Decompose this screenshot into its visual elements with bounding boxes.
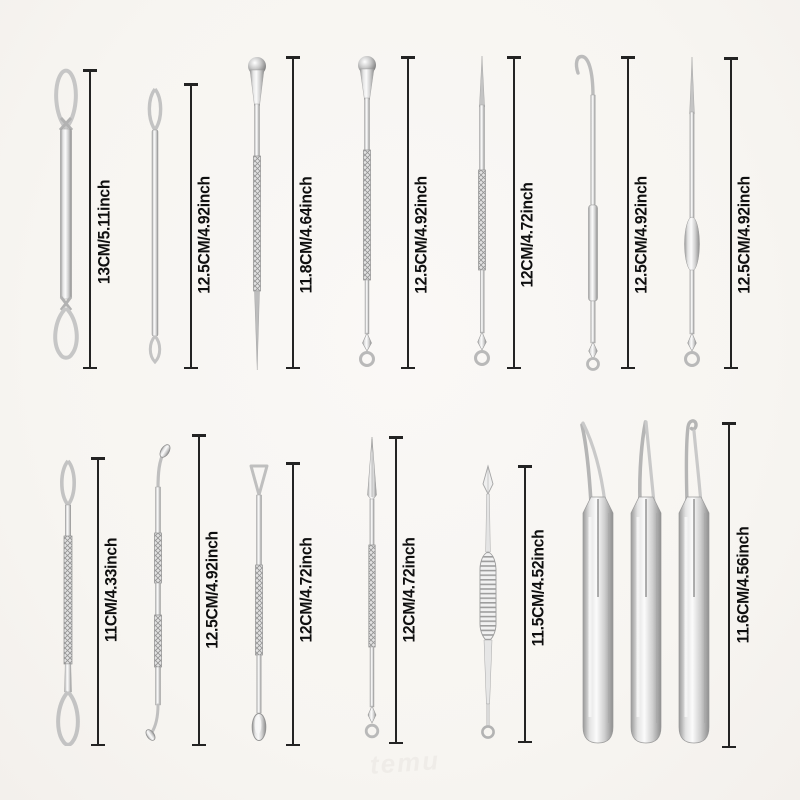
tool-image-hook-tip-loop <box>572 53 612 371</box>
tool-image-tweezer-curved-tip <box>672 417 716 745</box>
measurement-label: 12CM/4.72inch <box>296 537 316 643</box>
tool-image-needle-tip-loop <box>466 55 498 369</box>
tool-image-tweezer-straight-tip <box>624 417 668 745</box>
tool-image-double-loop-extractor <box>48 68 84 360</box>
measurement-label: 12.5CM/4.92inch <box>194 176 214 294</box>
measurement-label: 12.5CM/4.92inch <box>202 531 222 649</box>
measurement-label: 11.5CM/4.52inch <box>528 529 548 647</box>
measure-line <box>292 57 294 368</box>
tool-image-needle-oval-handle <box>676 56 708 370</box>
measure-line <box>292 463 294 745</box>
tool-image-tweezer-angled-tip <box>576 417 620 745</box>
measurement-label: 12.5CM/4.92inch <box>734 176 754 294</box>
watermark: temu <box>368 745 441 780</box>
tool-image-small-loop-extractor <box>140 86 170 364</box>
tool-image-double-curette <box>138 443 178 745</box>
measurement-label: 11.6CM/4.56inch <box>733 526 753 644</box>
measurement-label: 12.5CM/4.92inch <box>411 176 431 294</box>
tool-image-lance-tip-loop <box>356 435 388 743</box>
measurement-label: 12CM/4.72inch <box>517 182 537 288</box>
tool-image-ball-head-needle <box>240 56 274 372</box>
measure-line <box>407 57 409 368</box>
tool-image-loop-and-spoon <box>50 458 86 746</box>
measure-line <box>627 57 629 368</box>
measure-line <box>190 84 192 368</box>
measure-line <box>198 435 200 745</box>
measurement-label: 11CM/4.33inch <box>101 537 121 643</box>
measurement-label: 12.5CM/4.92inch <box>631 176 651 294</box>
measurement-label: 12CM/4.72inch <box>399 537 419 643</box>
tool-image-triangle-loop-spoon <box>242 463 276 747</box>
measure-line <box>89 70 91 368</box>
measure-line <box>97 458 99 745</box>
measure-line <box>395 437 397 743</box>
tool-image-ball-head-loop <box>350 55 384 369</box>
tool-image-ribbed-spatula <box>471 464 505 742</box>
measurement-label: 13CM/5.11inch <box>94 179 114 285</box>
measure-line <box>524 466 526 742</box>
measurement-label: 11.8CM/4.64inch <box>296 176 316 294</box>
measure-line <box>730 58 732 368</box>
measure-line <box>728 423 730 747</box>
measure-line <box>513 57 515 368</box>
